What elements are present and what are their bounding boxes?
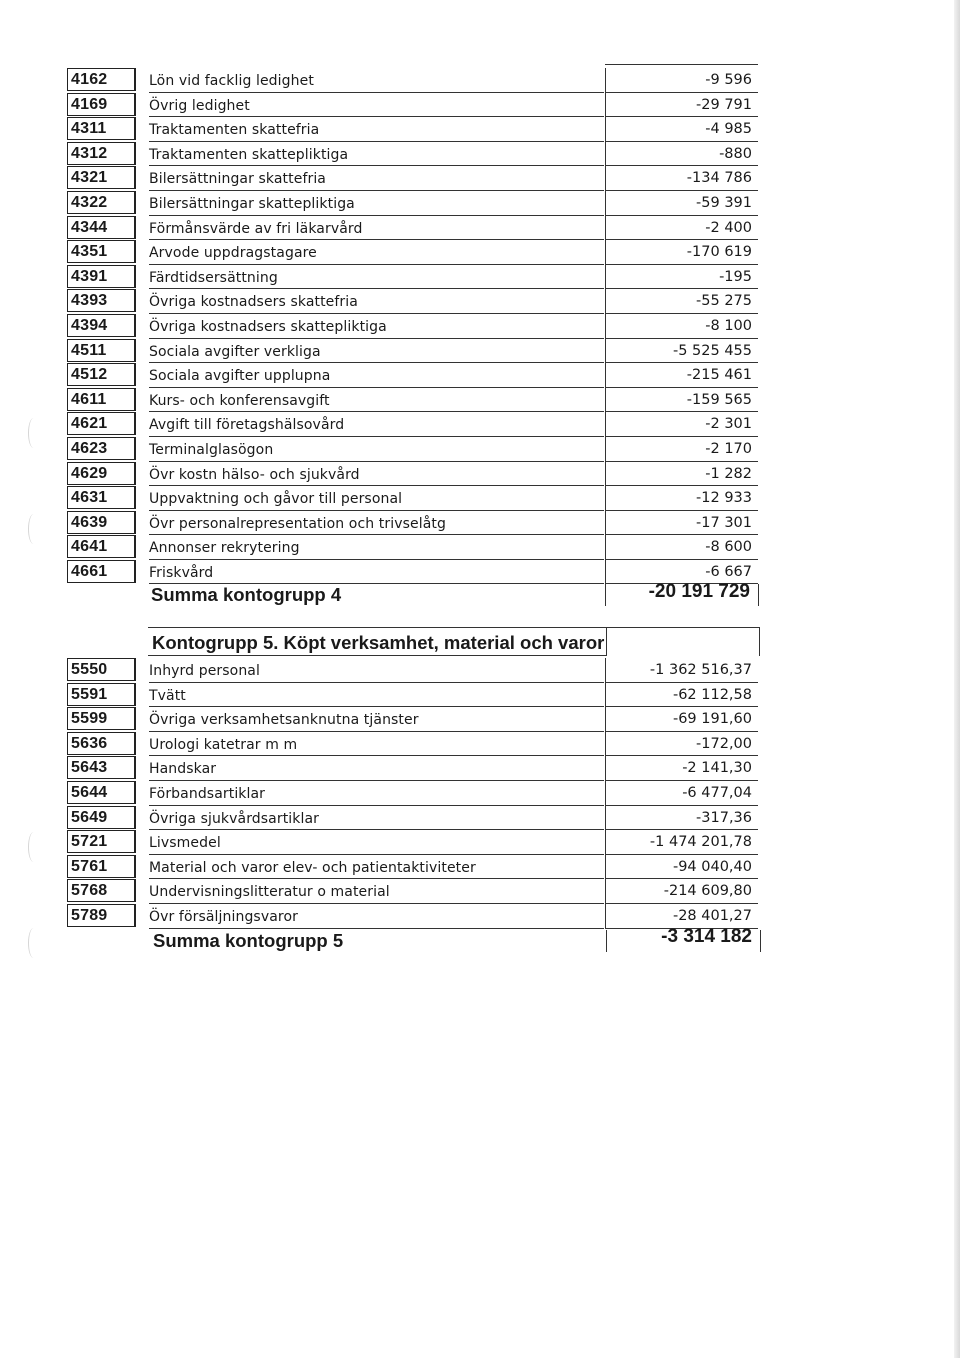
account-description: Färdtidsersättning xyxy=(149,265,604,290)
table-row xyxy=(67,535,760,560)
account-amount: -172,00 xyxy=(605,732,758,757)
account-code: 4393 xyxy=(67,289,136,312)
account-description: Uppvaktning och gåvor till personal xyxy=(149,486,604,511)
account-description: Annonser rekrytering xyxy=(149,535,604,560)
account-description: Övr försäljningsvaror xyxy=(149,904,604,929)
account-amount: -17 301 xyxy=(605,511,758,536)
punch-hole-mark xyxy=(28,418,39,448)
table-top-border xyxy=(605,64,758,65)
account-code: 5761 xyxy=(67,855,136,878)
table-row xyxy=(67,707,760,732)
table-row xyxy=(67,806,760,831)
account-description: Förbandsartiklar xyxy=(149,781,604,806)
account-code: 5636 xyxy=(67,732,136,755)
account-amount: -1 362 516,37 xyxy=(605,658,758,683)
account-code: 5643 xyxy=(67,756,136,779)
account-description: Inhyrd personal xyxy=(149,658,604,683)
account-description: Övriga sjukvårdsartiklar xyxy=(149,806,604,831)
account-amount: -134 786 xyxy=(605,166,758,191)
account-code: 4391 xyxy=(67,265,136,288)
account-description: Övriga kostnadsers skattepliktiga xyxy=(149,314,604,339)
account-amount: -2 170 xyxy=(605,437,758,462)
account-amount: -215 461 xyxy=(605,363,758,388)
account-description: Livsmedel xyxy=(149,830,604,855)
table-row xyxy=(67,437,760,462)
account-code: 4311 xyxy=(67,117,136,140)
table-row xyxy=(67,191,760,216)
account-code: 4169 xyxy=(67,93,136,116)
account-code: 4351 xyxy=(67,240,136,263)
account-amount: -8 100 xyxy=(605,314,758,339)
account-code: 4661 xyxy=(67,560,136,583)
account-amount: -1 282 xyxy=(605,462,758,487)
group-5-header-box xyxy=(607,627,760,656)
account-code: 4394 xyxy=(67,314,136,337)
account-amount: -9 596 xyxy=(605,68,758,93)
account-description: Sociala avgifter upplupna xyxy=(149,363,604,388)
account-code: 4511 xyxy=(67,339,136,362)
punch-hole-mark xyxy=(28,514,39,544)
account-amount: -4 985 xyxy=(605,117,758,142)
account-code: 5644 xyxy=(67,781,136,804)
account-amount: -6 477,04 xyxy=(605,781,758,806)
account-description: Urologi katetrar m m xyxy=(149,732,604,757)
group-5-header: Kontogrupp 5. Köpt verksamhet, material och varor xyxy=(148,627,607,656)
sum-label-group-4: Summa kontogrupp 4 xyxy=(151,584,342,605)
account-code: 5591 xyxy=(67,683,136,706)
table-row xyxy=(67,781,760,806)
table-row xyxy=(67,683,760,708)
account-amount: -1 474 201,78 xyxy=(605,830,758,855)
account-description: Traktamenten skattefria xyxy=(149,117,604,142)
account-description: Handskar xyxy=(149,756,604,781)
page-edge xyxy=(954,0,960,1358)
account-code: 4162 xyxy=(67,68,136,91)
account-amount: -159 565 xyxy=(605,388,758,413)
table-row xyxy=(67,830,760,855)
table-row xyxy=(67,289,760,314)
table-row xyxy=(67,142,760,167)
account-amount: -55 275 xyxy=(605,289,758,314)
table-row xyxy=(67,388,760,413)
account-description: Material och varor elev- och patientaktiviteter xyxy=(149,855,604,880)
table-row xyxy=(67,511,760,536)
account-amount: -94 040,40 xyxy=(605,855,758,880)
account-code: 4629 xyxy=(67,462,136,485)
table-row xyxy=(67,412,760,437)
table-row xyxy=(67,486,760,511)
sum-value-group-5: -3 314 182 xyxy=(661,926,752,947)
account-table-group-5 xyxy=(67,658,760,929)
account-amount: -2 141,30 xyxy=(605,756,758,781)
account-description: Tvätt xyxy=(149,683,604,708)
account-description: Bilersättningar skattepliktiga xyxy=(149,191,604,216)
table-row xyxy=(67,732,760,757)
account-description: Friskvård xyxy=(149,560,604,585)
account-description: Övriga kostnadsers skattefria xyxy=(149,289,604,314)
table-row xyxy=(67,756,760,781)
sum-divider xyxy=(760,930,761,952)
table-row xyxy=(67,216,760,241)
account-description: Sociala avgifter verkliga xyxy=(149,339,604,364)
account-code: 4512 xyxy=(67,363,136,386)
account-amount: -2 301 xyxy=(605,412,758,437)
table-row xyxy=(67,93,760,118)
account-description: Övr kostn hälso- och sjukvård xyxy=(149,462,604,487)
account-amount: -69 191,60 xyxy=(605,707,758,732)
sum-divider xyxy=(606,930,607,952)
account-amount: -29 791 xyxy=(605,93,758,118)
table-row xyxy=(67,265,760,290)
account-code: 4611 xyxy=(67,388,136,411)
account-code: 4623 xyxy=(67,437,136,460)
account-description: Övrig ledighet xyxy=(149,93,604,118)
account-amount: -317,36 xyxy=(605,806,758,831)
account-amount: -62 112,58 xyxy=(605,683,758,708)
account-code: 4639 xyxy=(67,511,136,534)
account-code: 4344 xyxy=(67,216,136,239)
account-description: Förmånsvärde av fri läkarvård xyxy=(149,216,604,241)
table-row xyxy=(67,855,760,880)
table-row xyxy=(67,904,760,929)
account-amount: -8 600 xyxy=(605,535,758,560)
account-code: 5599 xyxy=(67,707,136,730)
table-row xyxy=(67,314,760,339)
table-row xyxy=(67,339,760,364)
account-code: 4621 xyxy=(67,412,136,435)
account-amount: -880 xyxy=(605,142,758,167)
punch-hole-mark xyxy=(28,832,39,862)
account-description: Bilersättningar skattefria xyxy=(149,166,604,191)
account-code: 5649 xyxy=(67,806,136,829)
sum-divider xyxy=(758,584,759,606)
account-table-group-4 xyxy=(67,68,760,584)
account-amount: -28 401,27 xyxy=(605,904,758,929)
punch-hole-mark xyxy=(28,928,39,958)
account-code: 4312 xyxy=(67,142,136,165)
account-code: 4631 xyxy=(67,486,136,509)
account-description: Övr personalrepresentation och trivselåtg xyxy=(149,511,604,536)
account-amount: -170 619 xyxy=(605,240,758,265)
table-row xyxy=(67,363,760,388)
table-row xyxy=(67,658,760,683)
account-code: 4641 xyxy=(67,535,136,558)
sum-value-group-4: -20 191 729 xyxy=(648,581,750,602)
account-amount: -6 667 xyxy=(605,560,758,585)
account-amount: -12 933 xyxy=(605,486,758,511)
account-description: Undervisningslitteratur o material xyxy=(149,879,604,904)
account-code: 5768 xyxy=(67,879,136,902)
table-row xyxy=(67,240,760,265)
account-amount: -5 525 455 xyxy=(605,339,758,364)
account-code: 5789 xyxy=(67,904,136,927)
account-amount: -214 609,80 xyxy=(605,879,758,904)
table-row xyxy=(67,462,760,487)
table-row xyxy=(67,879,760,904)
account-description: Kurs- och konferensavgift xyxy=(149,388,604,413)
sum-label-group-5: Summa kontogrupp 5 xyxy=(153,930,344,951)
account-code: 5550 xyxy=(67,658,136,681)
account-code: 4322 xyxy=(67,191,136,214)
account-description: Terminalglasögon xyxy=(149,437,604,462)
table-row xyxy=(67,68,760,93)
account-amount: -195 xyxy=(605,265,758,290)
table-row xyxy=(67,117,760,142)
table-row xyxy=(67,166,760,191)
account-description: Övriga verksamhetsanknutna tjänster xyxy=(149,707,604,732)
sum-divider xyxy=(605,584,606,606)
account-amount: -59 391 xyxy=(605,191,758,216)
account-code: 5721 xyxy=(67,830,136,853)
account-description: Lön vid facklig ledighet xyxy=(149,68,604,93)
account-amount: -2 400 xyxy=(605,216,758,241)
account-description: Traktamenten skattepliktiga xyxy=(149,142,604,167)
account-description: Arvode uppdragstagare xyxy=(149,240,604,265)
account-code: 4321 xyxy=(67,166,136,189)
account-description: Avgift till företagshälsovård xyxy=(149,412,604,437)
